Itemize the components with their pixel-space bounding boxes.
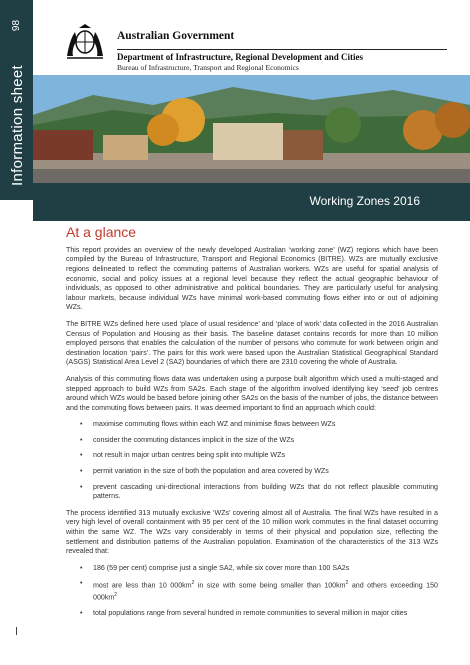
sidebar bbox=[0, 0, 33, 665]
coat-of-arms-icon bbox=[63, 22, 107, 62]
list-item: • maximise commuting flows within each WZ and minimise flows between WZs bbox=[66, 420, 438, 430]
government-title: Australian Government bbox=[117, 30, 235, 42]
paragraph-3: Analysis of this commuting flows data was undertaken using a purpose built algorithm which used a multi-staged and stepped approach to build WZs from SA2s. Each stage of the algorithm involved identifying key ‘seed’ job centres around which WZs would be based before joining other SA2s on the basis of the number of jobs, the distance between and the commuting flows between pairs. It was deemed important to find an approach which could: bbox=[66, 374, 438, 412]
paragraph-1: This report provides an overview of the newly developed Australian ‘working zone’ (WZ) regions which have been compiled by the Bureau of Infrastructure, Transport and Regional Economics (BITRE). WZs are mutually exclusive regions delineated to reflect the commuting patterns of Australian workers. WZs are useful for spatial analysis of economic, social and policy issues at a regional level because they reflect the actual geographic behaviour of individuals, as opposed to other administrative and political boundaries. They are particularly useful for analysing labour markets, because individual WZs have minimal work-based commuting flows either into or out of adjoining WZs. bbox=[66, 245, 438, 312]
street-photo bbox=[33, 75, 470, 183]
list-item: • most are less than 10 $000km^2$ in size with some being smaller than $100km^2$ and others exceeding 150 $000km^2$ bbox=[66, 579, 438, 603]
title-band bbox=[33, 183, 470, 221]
criteria-list bbox=[66, 420, 438, 502]
list-item: • total populations range from several hundred in remote communities to several million in major cities bbox=[66, 609, 438, 619]
findings-list bbox=[66, 564, 438, 619]
info-sheet-label: Information sheet bbox=[9, 65, 26, 186]
banner-title: Working Zones 2016 bbox=[309, 194, 420, 208]
list-item: • prevent cascading uni-directional interactions from building WZs that do not reflect plausible commuting patterns. bbox=[66, 483, 438, 502]
list-item: • permit variation in the size of both the population and area covered by WZs bbox=[66, 467, 438, 477]
side-mark bbox=[16, 627, 17, 635]
page-number: 98 bbox=[11, 19, 22, 32]
paragraph-4: The process identified 313 mutually exclusive ‘WZs’ covering almost all of Australia. The final WZs have resulted in a very high level of overall containment with 95 per cent of the 10 million work commutes in the final dataset occurring within the same WZ. The WZs vary considerably in terms of their physical and population size, reflecting the settlement and distribution patterns of the Australian population. Examination of the characteristics of the 313 WZs revealed that: bbox=[66, 508, 438, 556]
header bbox=[33, 0, 470, 72]
list-item: • 186 (59 per cent) comprise just a single SA2, while six cover more than 100 SA2s bbox=[66, 564, 438, 574]
bureau-name: Bureau of Infrastructure, Transport and Regional Economics bbox=[117, 63, 299, 72]
department-name: Department of Infrastructure, Regional Development and Cities bbox=[117, 49, 447, 62]
section-heading: At a glance bbox=[66, 224, 137, 240]
paragraph-2: The BITRE WZs defined here used ‘place of usual residence’ and ‘place of work’ data collected in the 2016 Australian Census of Population and Housing as their basis. The baseline dataset contains records for more than 10 million employed persons that enables the calculation of the number of persons who commute for work between origin and destination location ‘pairs’. The pairs for this work were based upon the Australian Statistical Geographical Standard (ASGS) Statistical Area Level 2 (SA2) boundaries of which there are 2310 covering the whole of Australia. bbox=[66, 319, 438, 367]
list-item: • consider the commuting distances implicit in the size of the WZs bbox=[66, 436, 438, 446]
main-content bbox=[66, 224, 438, 626]
list-item: • not result in major urban centres being split into multiple WZs bbox=[66, 451, 438, 461]
